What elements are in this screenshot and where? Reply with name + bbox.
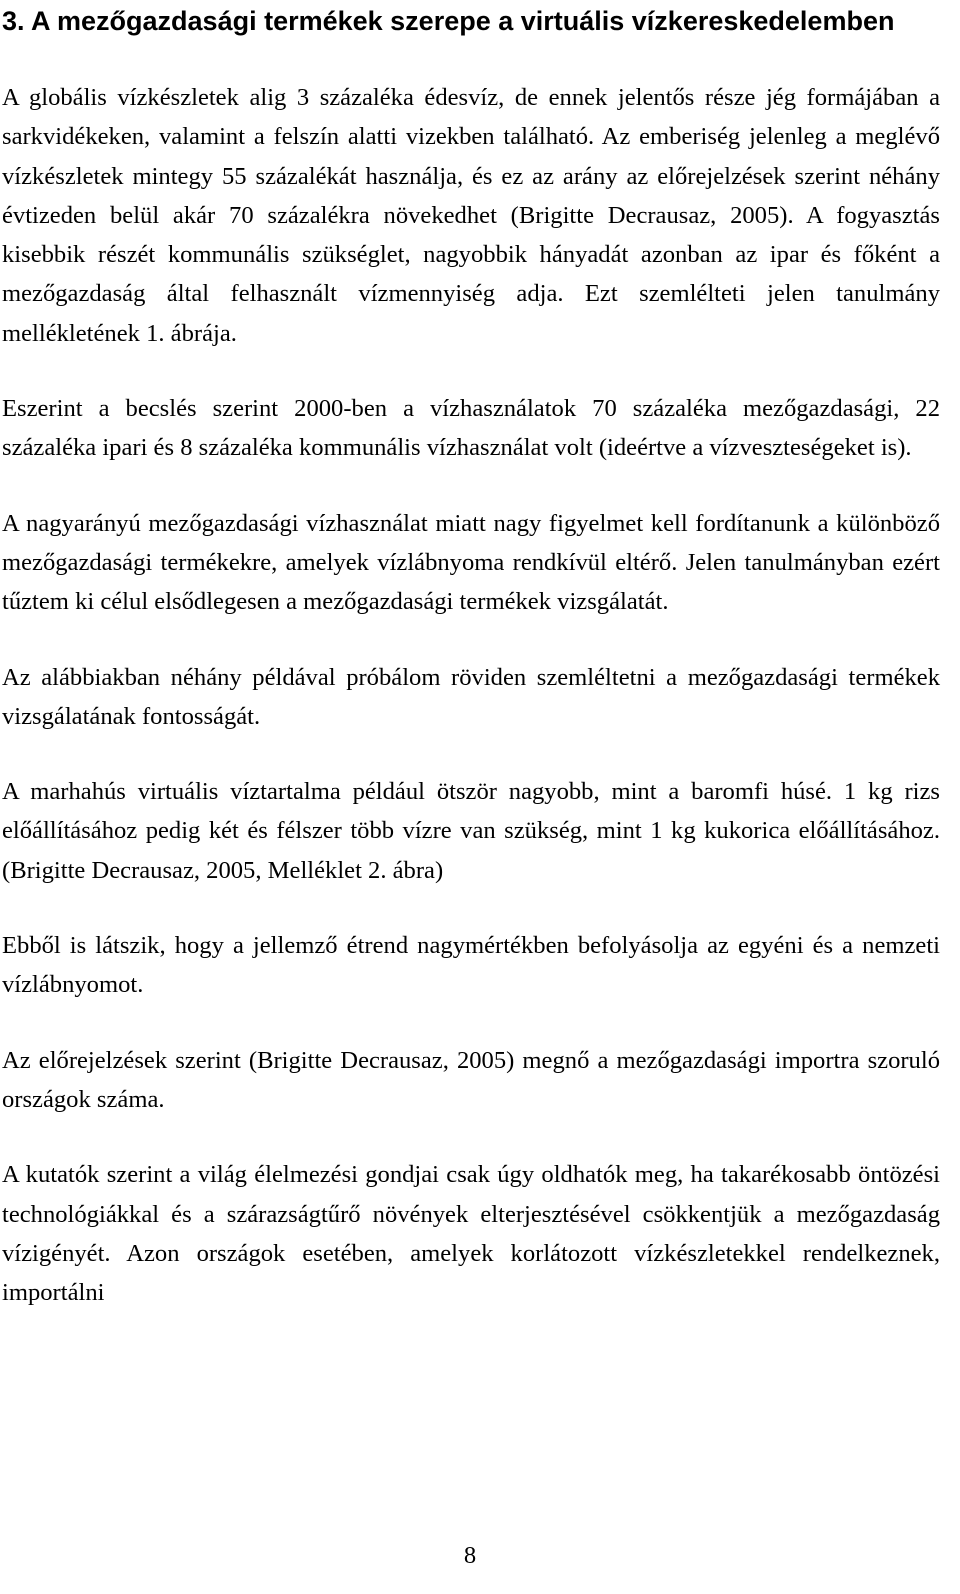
paragraph-irrigation-technologies: A kutatók szerint a világ élelmezési gondjai csak úgy oldhatók meg, ha takarékosabb öntözési technológiákkal és a szárazságtűrő növények elterjesztésével csökkentjük a mezőgazdaság vízigényét. Azon országok esetében, amelyek korlátozott vízkészletekkel rendelkeznek, importálni (2, 1161, 940, 1307)
page-content (2, 0, 940, 1312)
paragraph-agricultural-focus: A nagyarányú mezőgazdasági vízhasználat miatt nagy figyelmet kell fordítanunk a különböző mezőgazdasági termékekre, amelyek vízlábnyoma rendkívül eltérő. Jelen tanulmányban ezért tűztem ki célul elsődlegesen a mezőgazdasági termékek vizsgálatát. (2, 509, 940, 616)
paragraph-beef-rice-examples: A marhahús virtuális víztartalma például ötször nagyobb, mint a baromfi húsé. 1 kg rizs előállításához pedig két és félszer több vízre van szükség, mint 1 kg kukorica előállításához. (Brigitte Decrausaz, 2005, Melléklet 2. ábra) (2, 778, 940, 884)
paragraph-import-forecast: Az előrejelzések szerint (Brigitte Decrausaz, 2005) megnő a mezőgazdasági importra szoruló országok száma. (2, 1046, 940, 1113)
paragraph-water-use-2000: Eszerint a becslés szerint 2000-ben a vízhasználatok 70 százaléka mezőgazdasági, 22 százaléka ipari és 8 százaléka kommunális vízhasználat volt (ideértve a vízveszteségeket is). (2, 395, 940, 462)
paragraph-diet-footprint: Ebből is látszik, hogy a jellemző étrend nagymértékben befolyásolja az egyéni és a nemzeti vízlábnyomot. (2, 932, 940, 999)
page-number: 8 (463, 1542, 477, 1569)
paragraph-examples-intro: Az alábbiakban néhány példával próbálom röviden szemléltetni a mezőgazdasági termékek vizsgálatának fontosságát. (2, 663, 940, 730)
paragraph-water-resources: A globális vízkészletek alig 3 százaléka édesvíz, de ennek jelentős része jég formájában a sarkvidékeken, valamint a felszín alatti vizekben található. Az emberiség jelenleg a meglévő vízkészletek mintegy 55 százalékát használja, és ez az arány az előrejelzések szerint néhány évtizeden belül akár 70 százalékra növekedhet (Brigitte Decrausaz, 2005). A fogyasztás kisebbik részét kommunális szükséglet, nagyobbik hányadát azonban az ipar és főként a mezőgazdaság által felhasznált vízmennyiség adja. Ezt szemlélteti jelen tanulmány mellékletének 1. ábrája. (2, 84, 940, 347)
section-heading: 3. A mezőgazdasági termékek szerepe a virtuális vízkereskedelemben (2, 6, 895, 36)
